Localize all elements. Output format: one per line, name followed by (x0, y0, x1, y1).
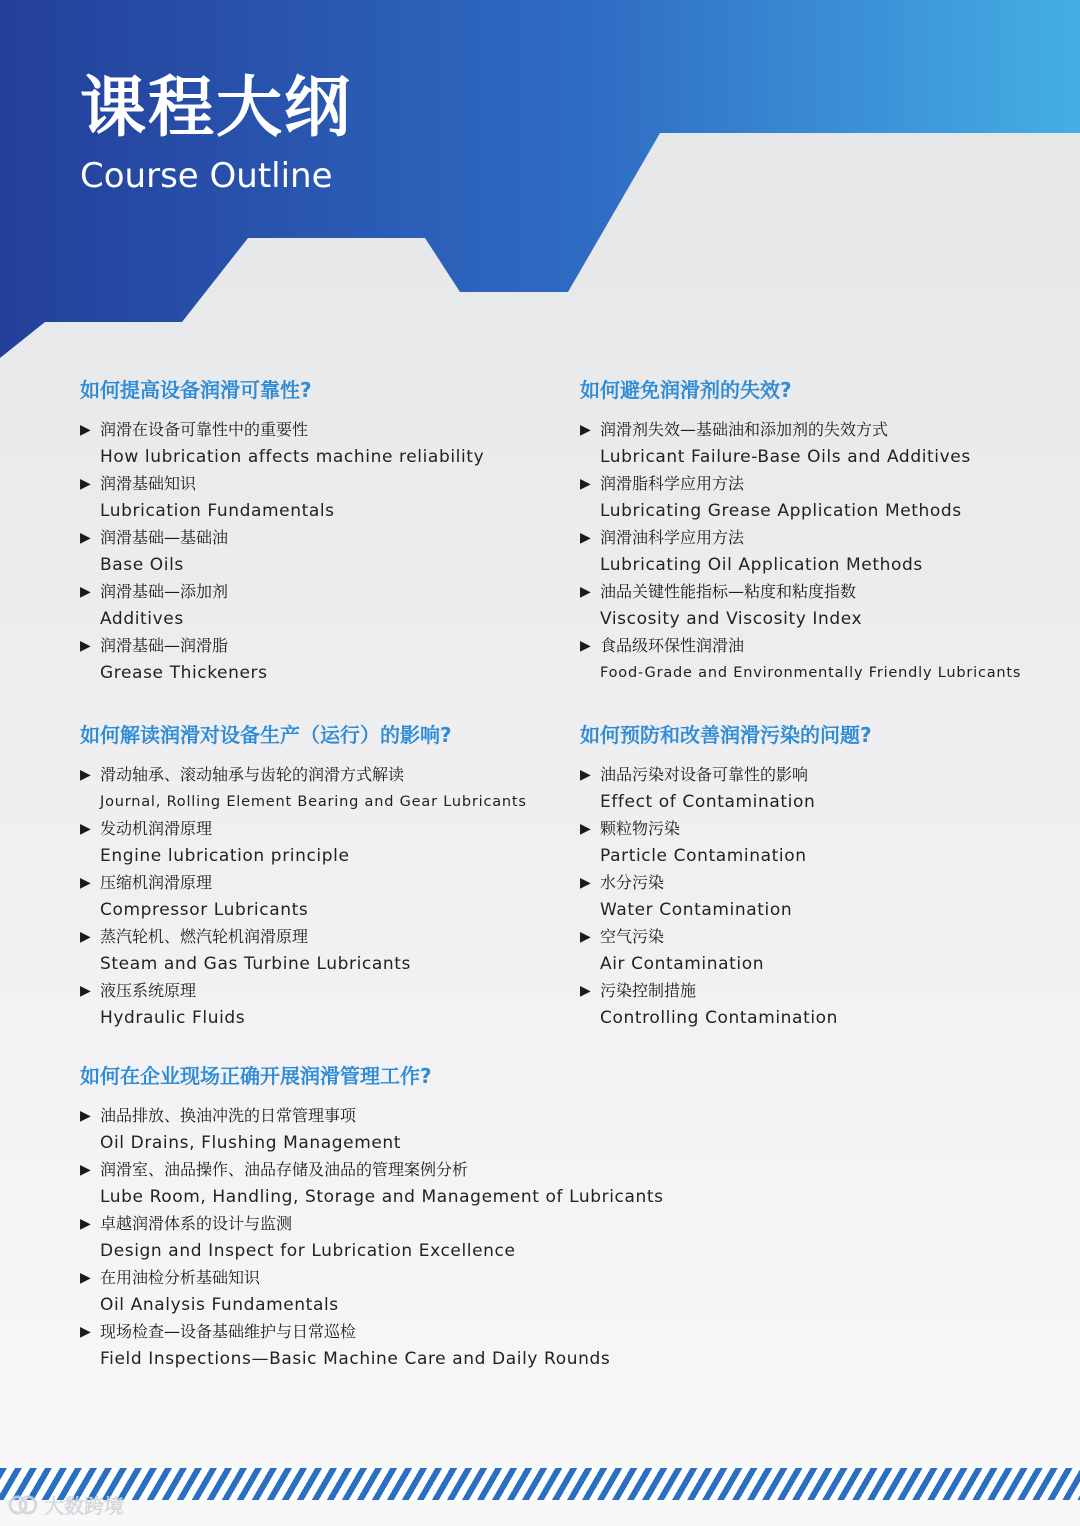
item-label-en: Lube Room, Handling, Storage and Management of Lubricants (100, 1187, 664, 1207)
list-item (580, 582, 1021, 629)
section-title: 如何预防和改善润滑污染的问题? (580, 723, 872, 747)
arrow-bullet-icon: ▶ (580, 767, 591, 783)
list-item (580, 819, 872, 866)
arrow-bullet-icon: ▶ (80, 1162, 91, 1178)
list-item (80, 765, 527, 812)
item-label-en: Steam and Gas Turbine Lubricants (100, 954, 411, 974)
arrow-bullet-icon: ▶ (80, 1324, 91, 1340)
item-label-cn: 油品关键性能指标—粘度和粘度指数 (600, 582, 857, 601)
item-label-cn: 蒸汽轮机、燃汽轮机润滑原理 (100, 927, 309, 946)
item-label-cn: 润滑在设备可靠性中的重要性 (100, 420, 309, 439)
list-item (80, 1322, 664, 1369)
section-title: 如何避免润滑剂的失效? (580, 378, 792, 402)
watermark-logo-icon (8, 1492, 38, 1518)
arrow-bullet-icon: ▶ (80, 530, 91, 546)
arrow-bullet-icon: ▶ (580, 983, 591, 999)
arrow-bullet-icon: ▶ (80, 476, 91, 492)
decorative-stripe-band (0, 1468, 1080, 1500)
list-item (80, 420, 484, 467)
item-label-en: How lubrication affects machine reliability (100, 447, 485, 467)
list-item (80, 1214, 664, 1261)
list-item (80, 819, 527, 866)
list-item (80, 528, 484, 575)
item-label-cn: 润滑基础—润滑脂 (100, 636, 229, 655)
list-item (80, 636, 484, 683)
item-label-cn: 润滑基础知识 (100, 474, 197, 493)
section-lubricant-failure (580, 378, 1021, 690)
arrow-bullet-icon: ▶ (80, 929, 91, 945)
item-label-en: Field Inspections—Basic Machine Care and Daily Rounds (100, 1349, 611, 1369)
item-label-en: Controlling Contamination (600, 1008, 839, 1028)
section-reliability (80, 378, 484, 690)
item-label-en: Food-Grade and Environmentally Friendly Lubricants (600, 665, 1022, 681)
item-label-cn: 滑动轴承、滚动轴承与齿轮的润滑方式解读 (100, 765, 405, 784)
item-label-cn: 润滑脂科学应用方法 (600, 474, 745, 493)
item-label-en: Journal, Rolling Element Bearing and Gear Lubricants (100, 794, 527, 810)
item-label-en: Oil Drains, Flushing Management (100, 1133, 402, 1153)
item-label-cn: 食品级环保性润滑油 (600, 636, 745, 655)
list-item (80, 474, 484, 521)
list-item (580, 528, 1021, 575)
item-label-en: Grease Thickeners (100, 663, 268, 683)
list-item (80, 1268, 664, 1315)
arrow-bullet-icon: ▶ (80, 1108, 91, 1124)
item-label-cn: 压缩机润滑原理 (100, 873, 213, 892)
section-production-impact (80, 723, 527, 1035)
arrow-bullet-icon: ▶ (580, 638, 591, 654)
arrow-bullet-icon: ▶ (80, 875, 91, 891)
list-item (80, 1106, 664, 1153)
arrow-bullet-icon: ▶ (580, 929, 591, 945)
item-label-en: Additives (100, 609, 184, 629)
list-item (80, 1160, 664, 1207)
list-item (580, 981, 872, 1028)
watermark (8, 1490, 124, 1519)
item-label-en: Water Contamination (600, 900, 793, 920)
item-label-cn: 油品污染对设备可靠性的影响 (600, 765, 809, 784)
item-label-en: Hydraulic Fluids (100, 1008, 246, 1028)
item-label-cn: 润滑油科学应用方法 (600, 528, 745, 547)
arrow-bullet-icon: ▶ (580, 584, 591, 600)
item-label-cn: 颗粒物污染 (600, 819, 681, 838)
arrow-bullet-icon: ▶ (580, 821, 591, 837)
item-label-cn: 水分污染 (600, 873, 665, 892)
item-label-en: Particle Contamination (600, 846, 807, 866)
item-label-en: Lubricating Grease Application Methods (600, 501, 962, 521)
item-label-cn: 卓越润滑体系的设计与监测 (100, 1214, 293, 1233)
item-label-cn: 润滑剂失效—基础油和添加剂的失效方式 (600, 420, 889, 439)
arrow-bullet-icon: ▶ (80, 1270, 91, 1286)
page-title-cn: 课程大纲 (80, 69, 352, 146)
list-item (580, 927, 872, 974)
list-item (80, 582, 484, 629)
item-label-cn: 空气污染 (600, 927, 665, 946)
arrow-bullet-icon: ▶ (80, 821, 91, 837)
item-label-en: Effect of Contamination (600, 792, 816, 812)
item-label-en: Engine lubrication principle (100, 846, 350, 866)
item-label-en: Lubrication Fundamentals (100, 501, 335, 521)
item-label-en: Lubricant Failure-Base Oils and Additives (600, 447, 971, 467)
arrow-bullet-icon: ▶ (80, 767, 91, 783)
section-title: 如何解读润滑对设备生产（运行）的影响? (80, 723, 452, 747)
item-label-cn: 发动机润滑原理 (100, 819, 213, 838)
section-lubrication-management (80, 1064, 664, 1376)
section-title: 如何在企业现场正确开展润滑管理工作? (80, 1064, 432, 1088)
item-label-cn: 润滑基础—基础油 (100, 528, 229, 547)
arrow-bullet-icon: ▶ (80, 638, 91, 654)
item-label-en: Viscosity and Viscosity Index (600, 609, 863, 629)
item-label-en: Compressor Lubricants (100, 900, 309, 920)
item-label-en: Lubricating Oil Application Methods (600, 555, 923, 575)
arrow-bullet-icon: ▶ (580, 875, 591, 891)
list-item (580, 873, 872, 920)
list-item (580, 636, 1021, 683)
list-item (80, 873, 527, 920)
item-label-cn: 现场检查—设备基础维护与日常巡检 (100, 1322, 357, 1341)
item-label-cn: 润滑基础—添加剂 (100, 582, 229, 601)
item-label-cn: 油品排放、换油冲洗的日常管理事项 (100, 1106, 357, 1125)
item-label-en: Air Contamination (600, 954, 765, 974)
item-label-cn: 润滑室、油品操作、油品存储及油品的管理案例分析 (100, 1160, 469, 1179)
item-label-cn: 在用油检分析基础知识 (100, 1268, 261, 1287)
section-title: 如何提高设备润滑可靠性? (80, 378, 312, 402)
item-label-en: Design and Inspect for Lubrication Excellence (100, 1241, 516, 1261)
item-label-en: Oil Analysis Fundamentals (100, 1295, 339, 1315)
watermark-text: 大数跨境 (44, 1494, 124, 1518)
list-item (580, 765, 872, 812)
section-contamination (580, 723, 872, 1035)
arrow-bullet-icon: ▶ (80, 422, 91, 438)
list-item (580, 474, 1021, 521)
list-item (580, 420, 1021, 467)
arrow-bullet-icon: ▶ (80, 584, 91, 600)
item-label-cn: 液压系统原理 (100, 981, 197, 1000)
arrow-bullet-icon: ▶ (580, 530, 591, 546)
item-label-en: Base Oils (100, 555, 184, 575)
page-title-en: Course Outline (80, 156, 333, 196)
item-label-cn: 污染控制措施 (600, 981, 697, 1000)
arrow-bullet-icon: ▶ (80, 1216, 91, 1232)
arrow-bullet-icon: ▶ (580, 422, 591, 438)
list-item (80, 927, 527, 974)
page-header (80, 68, 352, 196)
list-item (80, 981, 527, 1028)
arrow-bullet-icon: ▶ (580, 476, 591, 492)
arrow-bullet-icon: ▶ (80, 983, 91, 999)
